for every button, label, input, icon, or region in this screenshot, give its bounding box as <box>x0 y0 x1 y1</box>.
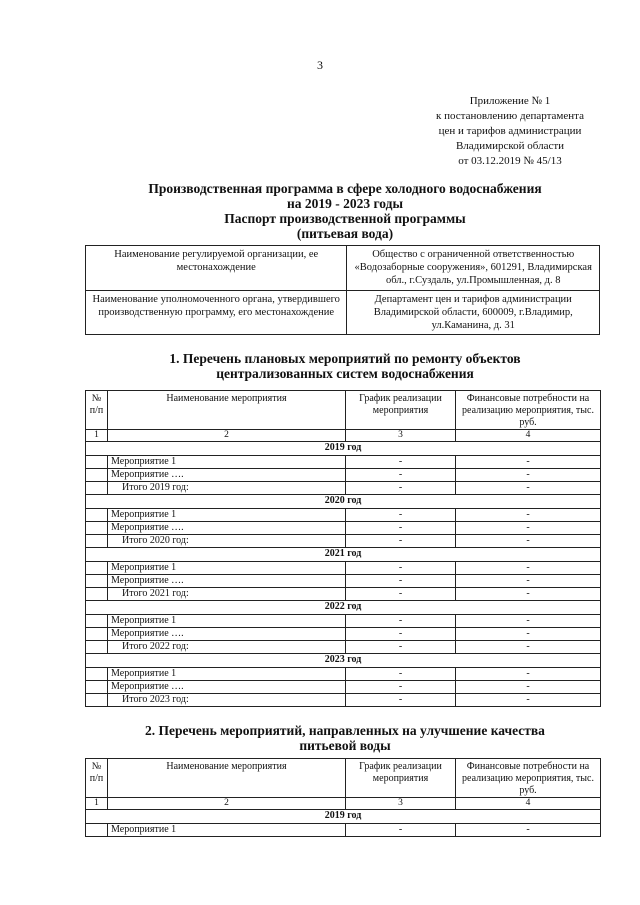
schedule-value: - <box>346 641 456 654</box>
row-number <box>86 641 108 654</box>
title-line: на 2019 - 2023 годы <box>286 196 404 211</box>
year-label: 2019 год <box>86 810 601 824</box>
col-schedule-header: График реализации мероприятия <box>346 759 456 798</box>
col-name-header: Наименование мероприятия <box>108 759 346 798</box>
passport-table <box>85 245 600 335</box>
passport-row <box>86 246 600 291</box>
total-label: Итого 2020 год: <box>108 535 346 548</box>
row-number <box>86 535 108 548</box>
column-number: 2 <box>108 430 346 442</box>
year-row <box>86 495 601 509</box>
year-label: 2020 год <box>86 495 601 509</box>
year-row <box>86 548 601 562</box>
col-finance-header: Финансовые потребности на реализацию мероприятия, тыс. руб. <box>456 759 601 798</box>
finance-value: - <box>456 824 601 837</box>
table-row <box>86 509 601 522</box>
year-row <box>86 654 601 668</box>
schedule-value: - <box>346 694 456 707</box>
appendix-line: к постановлению департамента <box>436 110 584 122</box>
schedule-value: - <box>346 456 456 469</box>
row-number <box>86 575 108 588</box>
schedule-value: - <box>346 522 456 535</box>
column-number: 1 <box>86 798 108 810</box>
schedule-value: - <box>346 668 456 681</box>
passport-value: Общество с ограниченной ответственностью «Водозаборные сооружения», 601291, Владимирская обл., г.Суздаль, ул.Промышленная, д. 8 <box>347 246 600 291</box>
finance-value: - <box>456 575 601 588</box>
year-row <box>86 810 601 824</box>
year-row <box>86 601 601 615</box>
table-row <box>86 668 601 681</box>
year-label: 2023 год <box>86 654 601 668</box>
section-1-title <box>90 351 600 381</box>
passport-label: Наименование уполномоченного органа, утвердившего производственную программу, его местонахождение <box>86 291 347 335</box>
row-number <box>86 562 108 575</box>
column-number: 3 <box>346 798 456 810</box>
table-row <box>86 575 601 588</box>
measure-name: Мероприятие 1 <box>108 509 346 522</box>
appendix-line: от 03.12.2019 № 45/13 <box>458 155 562 167</box>
row-number <box>86 588 108 601</box>
finance-value: - <box>456 694 601 707</box>
schedule-value: - <box>346 509 456 522</box>
finance-value: - <box>456 469 601 482</box>
appendix-line: Приложение № 1 <box>469 95 551 107</box>
schedule-value: - <box>346 535 456 548</box>
measure-name: Мероприятие …. <box>108 522 346 535</box>
total-label: Итого 2023 год: <box>108 694 346 707</box>
table-row <box>86 615 601 628</box>
total-row <box>86 482 601 495</box>
column-number: 4 <box>456 430 601 442</box>
water-quality-measures-table <box>85 758 601 837</box>
document-title <box>90 181 600 241</box>
measure-name: Мероприятие …. <box>108 628 346 641</box>
column-number: 2 <box>108 798 346 810</box>
title-line: Паспорт производственной программы <box>224 211 466 226</box>
schedule-value: - <box>346 562 456 575</box>
measure-name: Мероприятие 1 <box>108 668 346 681</box>
row-number <box>86 482 108 495</box>
schedule-value: - <box>346 615 456 628</box>
repair-measures-table <box>85 390 601 707</box>
total-row <box>86 694 601 707</box>
table-row <box>86 824 601 837</box>
row-number <box>86 522 108 535</box>
measure-name: Мероприятие 1 <box>108 456 346 469</box>
measure-name: Мероприятие 1 <box>108 562 346 575</box>
table-header-row <box>86 759 601 798</box>
schedule-value: - <box>346 824 456 837</box>
column-numbers-row <box>86 430 601 442</box>
row-number <box>86 615 108 628</box>
total-label: Итого 2021 год: <box>108 588 346 601</box>
col-number-header: № п/п <box>86 391 108 430</box>
section-title-line: централизованных систем водоснабжения <box>216 366 474 381</box>
finance-value: - <box>456 615 601 628</box>
col-finance-header: Финансовые потребности на реализацию мероприятия, тыс. руб. <box>456 391 601 430</box>
col-schedule-header: График реализации мероприятия <box>346 391 456 430</box>
table-row <box>86 522 601 535</box>
table-row <box>86 456 601 469</box>
table-header-row <box>86 391 601 430</box>
section-title-line: 1. Перечень плановых мероприятий по ремонту объектов <box>169 351 521 366</box>
table-row <box>86 628 601 641</box>
title-line: Производственная программа в сфере холодного водоснабжения <box>148 181 542 196</box>
appendix-line: цен и тарифов администрации <box>438 125 582 137</box>
measure-name: Мероприятие …. <box>108 575 346 588</box>
finance-value: - <box>456 535 601 548</box>
row-number <box>86 681 108 694</box>
section-2-title <box>90 723 600 753</box>
table-row <box>86 469 601 482</box>
finance-value: - <box>456 522 601 535</box>
passport-label: Наименование регулируемой организации, ее местонахождение <box>86 246 347 291</box>
schedule-value: - <box>346 588 456 601</box>
column-number: 3 <box>346 430 456 442</box>
finance-value: - <box>456 562 601 575</box>
passport-row <box>86 291 600 335</box>
schedule-value: - <box>346 681 456 694</box>
finance-value: - <box>456 482 601 495</box>
finance-value: - <box>456 456 601 469</box>
year-label: 2021 год <box>86 548 601 562</box>
col-number-header: № п/п <box>86 759 108 798</box>
row-number <box>86 628 108 641</box>
finance-value: - <box>456 681 601 694</box>
year-label: 2022 год <box>86 601 601 615</box>
finance-value: - <box>456 668 601 681</box>
schedule-value: - <box>346 482 456 495</box>
finance-value: - <box>456 588 601 601</box>
row-number <box>86 456 108 469</box>
title-line: (питьевая вода) <box>296 226 394 241</box>
total-label: Итого 2019 год: <box>108 482 346 495</box>
measure-name: Мероприятие 1 <box>108 824 346 837</box>
row-number <box>86 668 108 681</box>
column-number: 1 <box>86 430 108 442</box>
row-number <box>86 694 108 707</box>
section-title-line: 2. Перечень мероприятий, направленных на улучшение качества <box>145 723 545 738</box>
measure-name: Мероприятие …. <box>108 469 346 482</box>
year-row <box>86 442 601 456</box>
total-row <box>86 641 601 654</box>
schedule-value: - <box>346 575 456 588</box>
schedule-value: - <box>346 469 456 482</box>
page-number: 3 <box>317 58 323 72</box>
finance-value: - <box>456 641 601 654</box>
measure-name: Мероприятие …. <box>108 681 346 694</box>
finance-value: - <box>456 509 601 522</box>
table-row <box>86 562 601 575</box>
total-row <box>86 535 601 548</box>
total-row <box>86 588 601 601</box>
column-numbers-row <box>86 798 601 810</box>
column-number: 4 <box>456 798 601 810</box>
passport-value: Департамент цен и тарифов администрации Владимирской области, 600009, г.Владимир, ул.Каманина, д. 31 <box>347 291 600 335</box>
row-number <box>86 469 108 482</box>
schedule-value: - <box>346 628 456 641</box>
col-name-header: Наименование мероприятия <box>108 391 346 430</box>
table-row <box>86 681 601 694</box>
row-number <box>86 824 108 837</box>
row-number <box>86 509 108 522</box>
appendix-block <box>405 94 615 169</box>
measure-name: Мероприятие 1 <box>108 615 346 628</box>
appendix-line: Владимирской области <box>455 140 565 152</box>
section-title-line: питьевой воды <box>299 738 391 753</box>
finance-value: - <box>456 628 601 641</box>
year-label: 2019 год <box>86 442 601 456</box>
total-label: Итого 2022 год: <box>108 641 346 654</box>
